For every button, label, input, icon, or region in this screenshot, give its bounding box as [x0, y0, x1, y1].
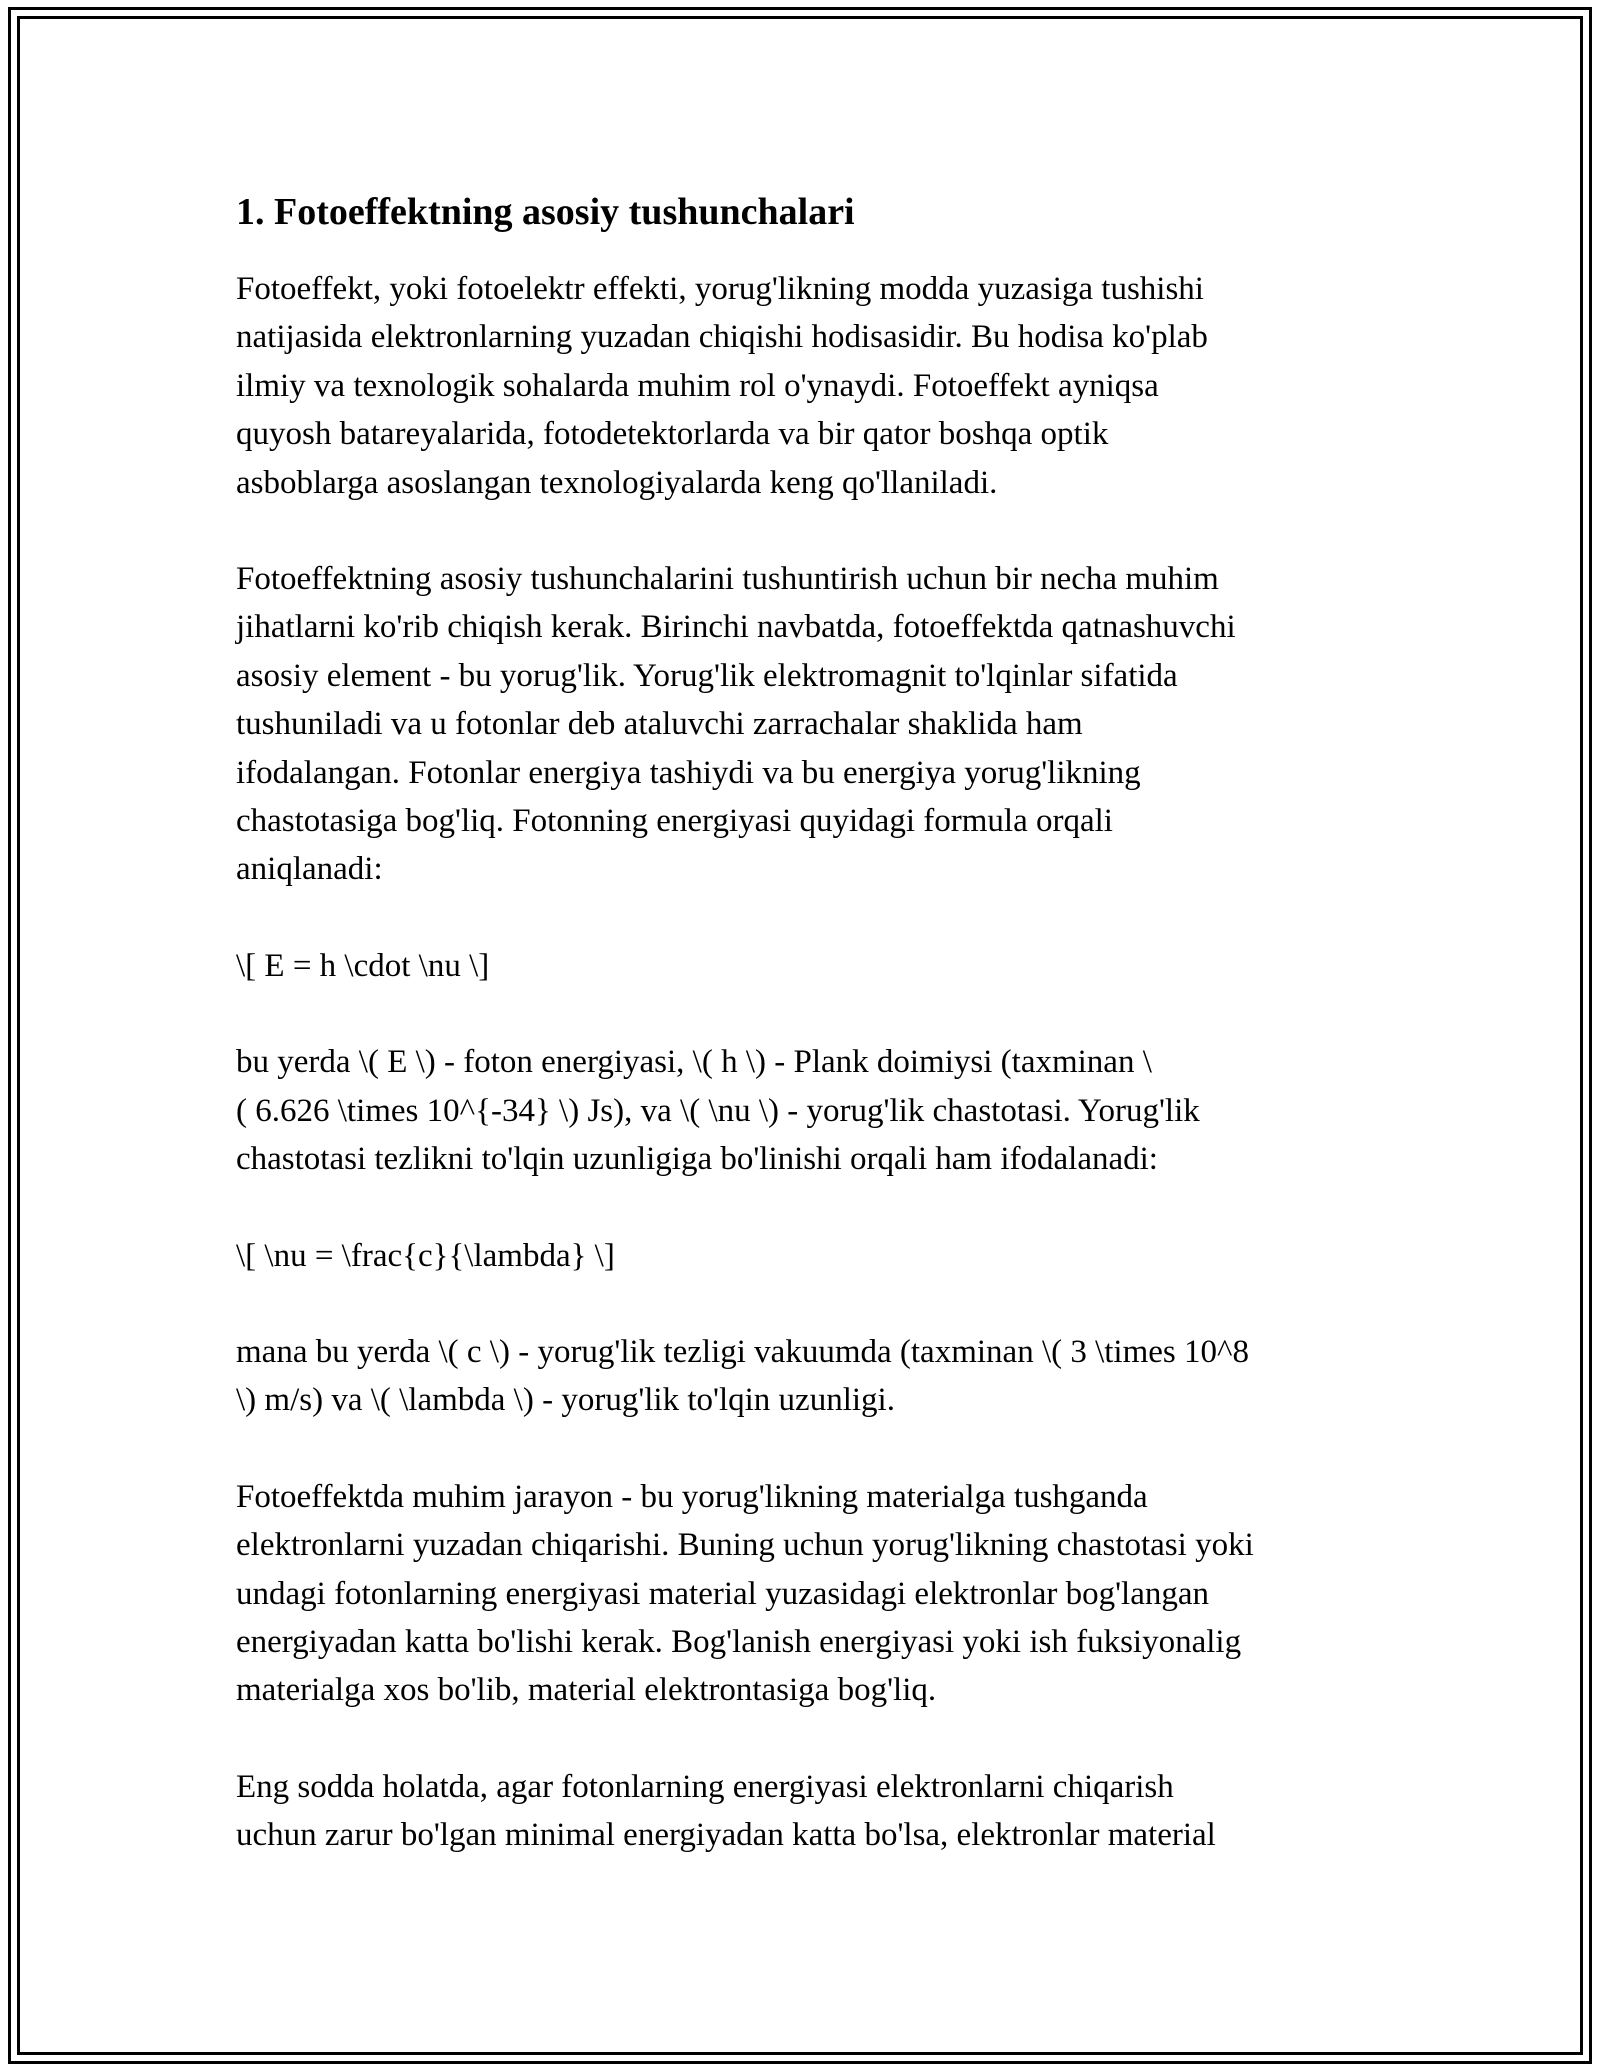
section-heading: 1. Fotoeffektning asosiy tushunchalari [236, 191, 855, 233]
document-body [236, 186, 1371, 1908]
paragraph-intro: Fotoeffekt, yoki fotoelektr effekti, yorug'likning modda yuzasiga tushishi natijasida elektronlarning yuzadan chiqishi hodisasidir. Bu hodisa ko'plab ilmiy va texnologik sohalarda muhim rol o'ynaydi. Fotoeffekt ayniqsa quyosh batareyalarida, fotodetektorlarda va bir qator boshqa optik asboblarga asoslangan texnologiyalarda keng qo'llaniladi. [236, 271, 1208, 501]
paragraph-frequency-explanation: mana bu yerda \( c \) - yorug'lik tezligi vakuumda (taxminan \( 3 \times 10^8 \) m/s) va \( \lambda \) - yorug'lik to'lqin uzunligi. [236, 1333, 1249, 1419]
paragraph-simple-case: Eng sodda holatda, agar fotonlarning energiyasi elektronlarni chiqarish uchun zarur bo'lgan minimal energiyadan katta bo'lsa, elektronlar material [236, 1768, 1216, 1854]
paragraph-emission: Fotoeffektda muhim jarayon - bu yorug'likning materialga tushganda elektronlarni yuzadan chiqarishi. Buning uchun yorug'likning chastotasi yoki undagi fotonlarning energiyasi material yuzasidagi elektronlar bog'langan energiyadan katta bo'lishi kerak. Bog'lanish energiyasi yoki ish fuksiyonalig materialga xos bo'lib, material elektrontasiga bog'liq. [236, 1478, 1254, 1709]
formula-energy: \[ E = h \cdot \nu \] [236, 947, 490, 984]
formula-frequency: \[ \nu = \frac{c}{\lambda} \] [236, 1237, 615, 1274]
paragraph-energy-explanation: bu yerda \( E \) - foton energiyasi, \( h \) - Plank doimiysi (taxminan \ ( 6.626 \times 10^{-34} \) Js), va \( \nu \) - yorug'lik chastotasi. Yorug'lik chastotasi tezlikni to'lqin uzunligiga bo'linishi orqali ham ifodalanadi: [236, 1044, 1200, 1178]
paragraph-concepts: Fotoeffektning asosiy tushunchalarini tushuntirish uchun bir necha muhim jihatlarni ko'rib chiqish kerak. Birinchi navbatda, fotoeffektda qatnashuvchi asosiy element - bu yorug'lik. Yorug'lik elektromagnit to'lqinlar sifatida tushuniladi va u fotonlar deb ataluvchi zarrachalar shaklida ham ifodalangan. Fotonlar energiya tashiydi va bu energiya yorug'likning chastotasiga bog'liq. Fotonning energiyasi quyidagi formula orqali aniqlanadi: [236, 561, 1236, 888]
